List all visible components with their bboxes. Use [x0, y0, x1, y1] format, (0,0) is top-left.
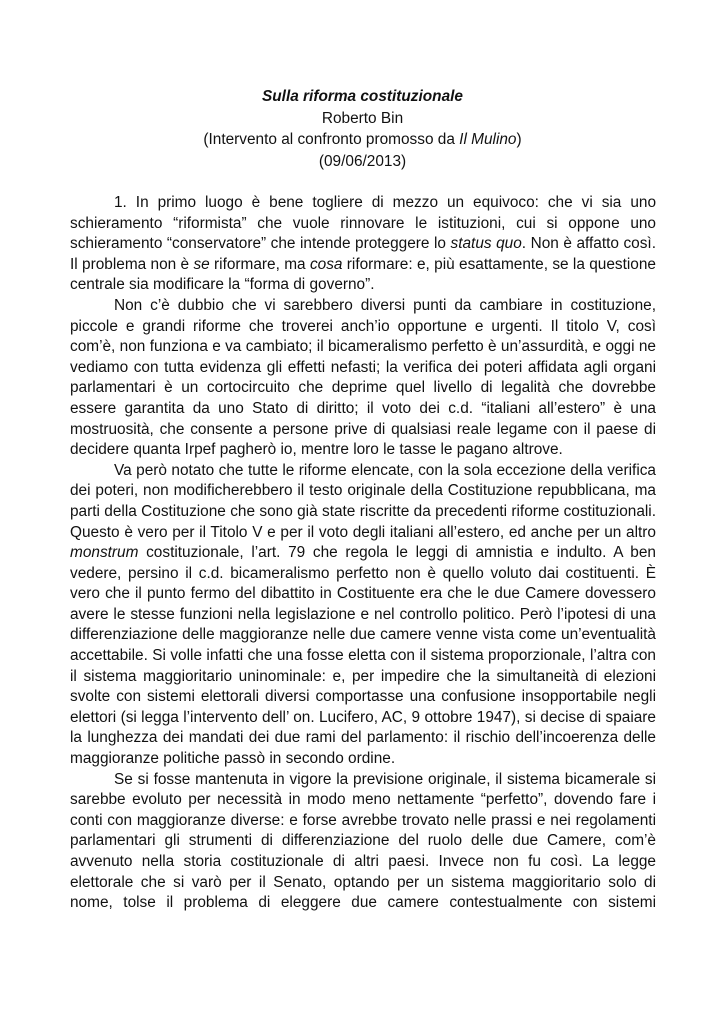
paragraph-1-italic-status-quo: status quo: [450, 235, 522, 253]
paragraph-3: [70, 461, 656, 770]
paragraph-2: Non c’è dubbio che vi sarebbero diversi punti da cambiare in costituzione, piccole e grandi riforme che troverei anch’io opportune e urgenti. Il titolo V, così com’è, non funziona e va cambiato; il bicameralismo perfetto è un’assurdità, e oggi ne vediamo con tutta evidenza gli effetti nefasti; la verifica dei poteri affidata agli organi parlamentari è un cortocircuito che deprime quel livello di legalità che dovrebbe essere garantita da uno Stato di diritto; il voto dei c.d. “italiani all’estero” è una mostruosità, che consente a persone prive di qualsiasi reale legame con il paese di decidere quanta Irpef pagherò io, mentre loro le tasse le pagano altrove.: [70, 296, 656, 459]
paragraph-1-italic-se: se: [193, 255, 210, 273]
occasion-suffix: ): [516, 131, 522, 148]
document-occasion: [0, 129, 725, 151]
document-date: (09/06/2013): [318, 152, 407, 170]
paragraph-1-text-g: riformare: e, più esattamente, se la questione centrale sia modificare la “forma di governo”.: [70, 255, 656, 294]
document-author: Roberto Bin: [321, 109, 404, 127]
document-body: [70, 193, 656, 914]
paragraph-3-italic-monstrum: monstrum: [70, 544, 139, 562]
document-header: [0, 86, 725, 172]
paragraph-1-text-a: 1. In primo luogo è bene togliere di mezzo un equivoco: che vi sia uno schieramento “riformista” che vuole rinnovare le istituzioni, cui si oppone uno schieramento “conservatore” che intende proteggere lo: [70, 194, 656, 253]
paragraph-4: Se si fosse mantenuta in vigore la previsione originale, il sistema bicamerale si sarebbe evoluto per necessità in modo meno nettamente “perfetto”, dovendo fare i conti con maggioranze diverse: e forse avrebbe trovato nelle prassi e nei regolamenti parlamentari gli strumenti di differenziazione del ruolo delle due Camere, com’è avvenuto nella storia costituzionale di altri paesi. Invece non fu così. La legge elettorale che si varò per il Senato, optando per un sistema maggioritario solo di nome, tolse il problema di eleggere due camere contestualmente con sistemi: [70, 770, 656, 912]
paragraph-1-text-e: riformare, ma: [209, 255, 310, 273]
occasion-venue: Il Mulino: [459, 131, 517, 148]
paragraph-1-italic-cosa: cosa: [309, 255, 343, 273]
document-title: Sulla riforma costituzionale: [262, 88, 463, 105]
occasion-prefix: (Intervento al confronto promosso da: [203, 131, 460, 148]
paragraph-3-text-a: Va però notato che tutte le riforme elencate, con la sola eccezione della verifica dei poteri, non modificherebbero il testo originale della Costituzione repubblicana, ma parti della Costituzione che sono già state riscritte da precedenti riforme costituzionali. Questo è vero per il Titolo V e per il voto degli italiani all’estero, ed anche per un altro: [70, 461, 656, 541]
paragraph-1: [70, 193, 656, 296]
paragraph-3-text-c: costituzionale, l’art. 79 che regola le leggi di amnistia e indulto. A ben vedere, persino il c.d. bicameralismo perfetto non è quello voluto dai costituenti. È vero che il punto fermo del dibattito in Costituente era che le due Camere dovessero avere le stesse funzioni nella legislazione e nel controllo politico. Però l’ipotesi di una differenziazione delle maggioranze nelle due camere venne vista come un’eventualità accettabile. Si volle infatti che una fosse eletta con il sistema proporzionale, l’altra con il sistema maggioritario uninominale: e, per impedire che la simultaneità di elezioni svolte con sistemi elettorali diversi comportasse una confusione insopportabile negli elettori (si legga l’intervento dell’ on. Lucifero, AC, 9 ottobre 1947), si decise di spaiare la lunghezza dei mandati dei due rami del parlamento: il rischio dell’incoerenza delle maggioranze politiche passò in secondo ordine.: [70, 544, 656, 768]
paragraph-1-text-c: . Non è affatto così. Il problema non è: [70, 235, 656, 273]
